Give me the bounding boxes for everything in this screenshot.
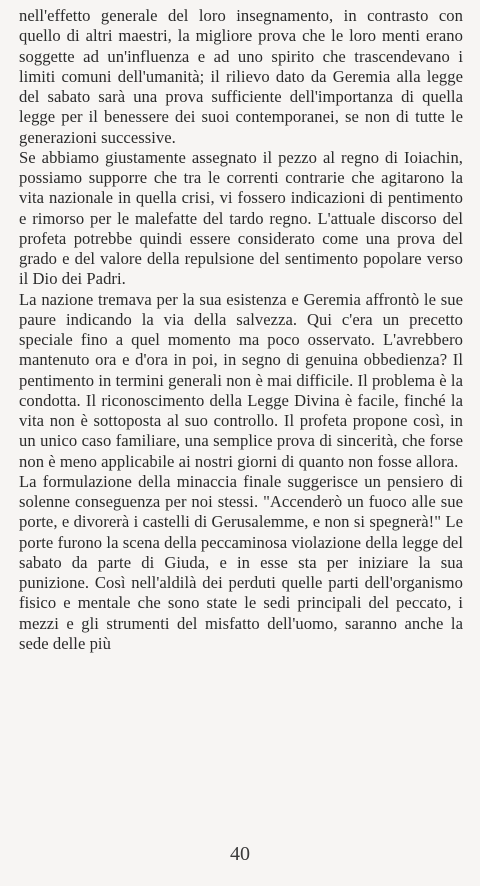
paragraph-2: Se abbiamo giustamente assegnato il pezzo al regno di Ioiachin, possiamo supporre che tra le correnti contrarie che agitarono la vita nazionale in quella crisi, vi fossero indicazioni di pentimento e rimorso per le malefatte del tardo regno. L'attuale discorso del profeta potrebbe quindi essere considerato come una prova del grado e del valore della repulsione del sentimento popolare verso il Dio dei Padri. — [19, 147, 463, 289]
paragraph-1: nell'effetto generale del loro insegnamento, in contrasto con quello di altri maestri, la migliore prova che le loro menti erano soggette ad un'influenza e ad uno spirito che trascendevano i limiti comuni dell'umanità; il rilievo dato da Geremia alla legge del sabato sarà una prova sufficiente dell'importanza di quella legge per il benessere dei suoi contemporanei, se non di tutte le generazioni successive. — [19, 6, 463, 147]
paragraph-4: La formulazione della minaccia finale suggerisce un pensiero di solenne conseguenza per noi stessi. "Accenderò un fuoco alle sue porte, e divorerà i castelli di Gerusalemme, e non si spegnerà!" Le porte furono la scena della peccaminosa violazione della legge del sabato da parte di Giuda, e in esse sta per iniziare la sua punizione. Così nell'aldilà dei perduti quelle parti dell'organismo fisico e mentale che sono state le sedi principali del peccato, i mezzi e gli strumenti del misfatto dell'uomo, saranno anche la sede delle più — [19, 471, 463, 653]
paragraph-3: La nazione tremava per la sua esistenza e Geremia affrontò le sue paure indicando la via della salvezza. Qui c'era un precetto speciale fino a quel momento ma poco osservato. L'avrebbero mantenuto ora e d'ora in poi, in segno di genuina obbedienza? Il pentimento in termini generali non è mai difficile. Il problema è la condotta. Il riconoscimento della Legge Divina è facile, finché la vita non è sottoposta al suo controllo. Il profeta propone così, in un unico caso familiare, una semplice prova di sincerità, che forse non è meno applicabile ai nostri giorni di quanto non fosse allora. — [19, 289, 463, 471]
body-text — [19, 6, 463, 654]
page-number: 40 — [230, 843, 250, 865]
